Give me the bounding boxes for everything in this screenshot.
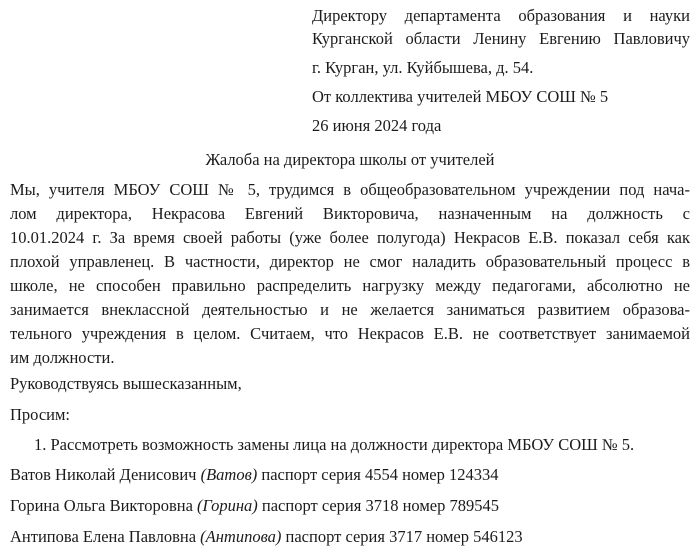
closing-line: Руководствуясь вышесказанным,	[10, 374, 242, 393]
recipient-line-1: Директору департамента образования и науки	[312, 6, 690, 25]
recipient-line-2: Курганской области Ленину Евгению Павловичу	[312, 29, 690, 48]
request-intro: Просим:	[10, 405, 71, 424]
signatory-handwritten-signature: (Антипова)	[200, 527, 282, 546]
body-line: лом директора, Некрасова Евгений Викторовича, назначенным на должность с	[10, 204, 690, 223]
body-line: школе, не способен правильно распределить нагрузку между педагогами, абсолютно не	[10, 276, 690, 295]
signature-line	[10, 494, 690, 518]
letter-header-block	[312, 4, 690, 137]
recipient-address-line: г. Курган, ул. Куйбышева, д. 54.	[312, 58, 534, 77]
body-line-last: им должности.	[10, 348, 115, 367]
signatory-passport: паспорт серия 3717 номер 546123	[285, 527, 523, 546]
signature-line	[10, 525, 690, 549]
signature-line	[10, 463, 690, 487]
body-line: Мы, учителя МБОУ СОШ № 5, трудимся в общеобразовательном учреждении под нача-	[10, 180, 690, 199]
letter-title: Жалоба на директора школы от учителей	[205, 150, 495, 169]
body-line: 10.01.2024 г. За время своей работы (уже более полугода) Некрасов Е.В. показал себя как	[10, 228, 690, 247]
date-line: 26 июня 2024 года	[312, 116, 442, 135]
signatory-name: Ватов Николай Денисович	[10, 465, 197, 484]
signatory-handwritten-signature: (Горина)	[197, 496, 258, 515]
request-item-1: 1. Рассмотреть возможность замены лица на должности директора МБОУ СОШ № 5.	[34, 435, 635, 454]
signatory-name: Горина Ольга Викторовна	[10, 496, 193, 515]
signatory-handwritten-signature: (Ватов)	[200, 465, 258, 484]
signatory-passport: паспорт серия 4554 номер 124334	[261, 465, 499, 484]
sender-line: От коллектива учителей МБОУ СОШ № 5	[312, 87, 609, 106]
body-line: плохой управленец. В частности, директор не смог наладить образовательный процесс в	[10, 252, 690, 271]
letter-body-paragraph	[10, 178, 690, 370]
body-line: тельного учреждения в целом. Считаем, что Некрасов Е.В. не соответствует занимаемой	[10, 324, 690, 343]
body-line: занимается внеклассной деятельностью и не желается заниматься развитием образова-	[10, 300, 690, 319]
signatory-passport: паспорт серия 3718 номер 789545	[261, 496, 499, 515]
signatory-name: Антипова Елена Павловна	[10, 527, 197, 546]
